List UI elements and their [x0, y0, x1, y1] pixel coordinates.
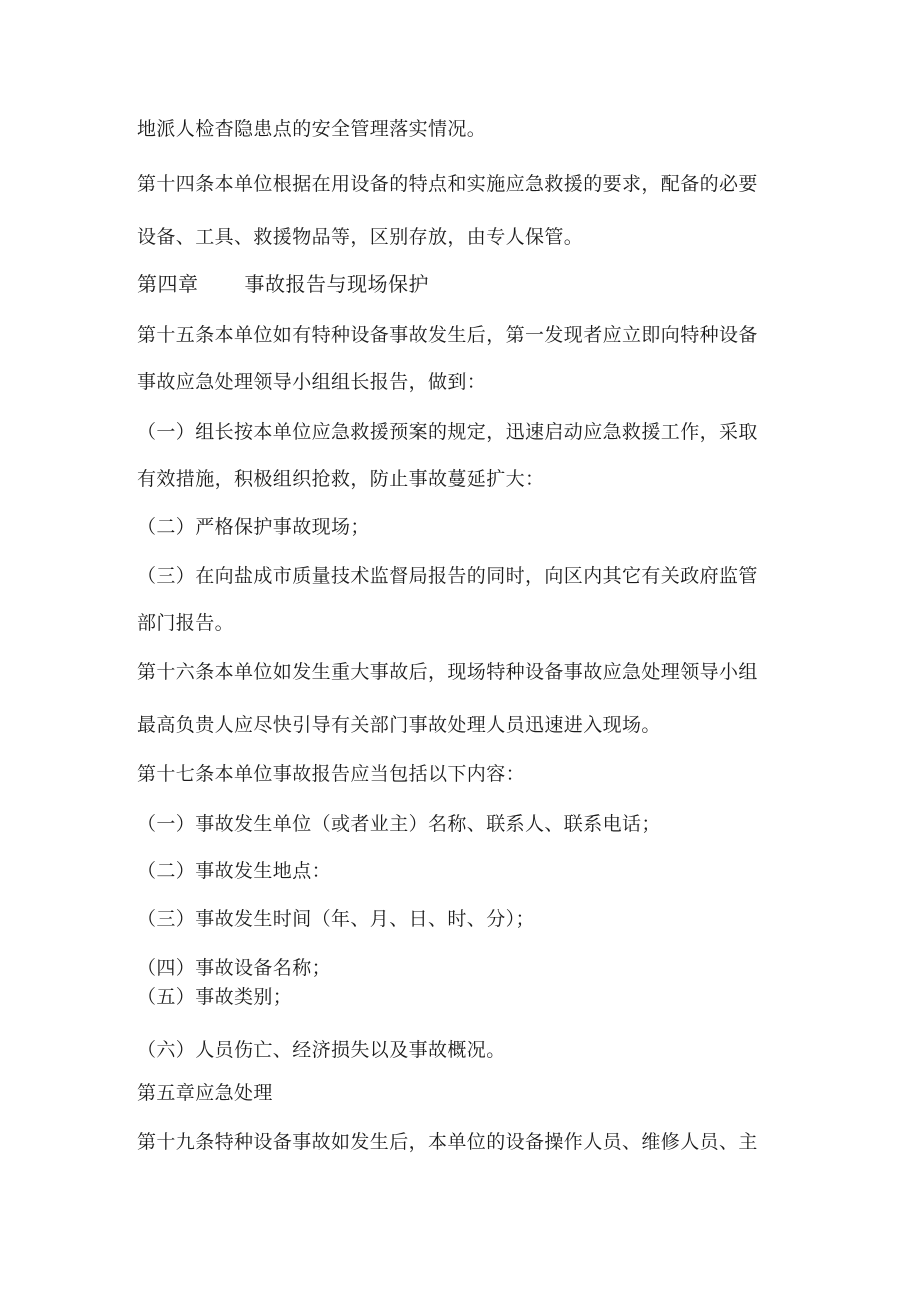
- article-15-item-3-line-2: 部门报告。: [137, 612, 235, 634]
- article-14-line-1: 第十四条本单位根据在用设备的特点和实施应急救援的要求，配备的必要: [137, 173, 758, 195]
- article-17-item-5: （五）事故类别；: [137, 986, 293, 1008]
- article-15-line-1: 第十五条本单位如有特种设备事故发生后，第一发现者应立即向特种设备: [137, 324, 758, 346]
- article-16-line-2: 最高负贵人应尽快引导有关部门事故处理人员迅速进入现场。: [137, 714, 661, 736]
- paragraph-line: 地派人检杳隐患点的安全管理落实情况。: [137, 118, 487, 140]
- article-17-item-6: （六）人员伤亡、经济损失以及事故概况。: [137, 1039, 506, 1061]
- article-17-item-1: （一）事故发生单位（或者业主）名称、联系人、联系电话；: [137, 813, 661, 835]
- article-14-line-2: 设备、工具、救援物品等，区别存放，由专人保管。: [137, 226, 584, 248]
- chapter-4-heading: [137, 272, 429, 296]
- chapter-5-heading: 第五章应急处理: [137, 1082, 273, 1104]
- article-17-item-2: （二）事故发生地点：: [137, 860, 332, 882]
- article-16-line-1: 第十六条本单位如发生重大事故后，现场特种设备事故应急处理领导小组: [137, 661, 758, 683]
- article-17-line: 第十七条本单位事故报告应当包括以下内容：: [137, 763, 526, 785]
- article-19-line-1: 第十九条特种设备事故如发生后，本单位的设备操作人员、维修人员、主: [137, 1131, 758, 1153]
- article-17-item-3: （三）事故发生时间（年、月、日、时、分）；: [137, 908, 535, 930]
- chapter-4-number: 第四章: [137, 272, 199, 296]
- chapter-4-title: 事故报告与现场保护: [244, 272, 429, 296]
- article-15-line-2: 事故应急处理领导小组组长报告，做到：: [137, 371, 487, 393]
- article-15-item-1-line-2: 有效措施，积极组织抢救，防止事故蔓延扩大：: [137, 468, 545, 490]
- article-17-item-4: （四）事故设备名称；: [137, 957, 332, 979]
- article-15-item-1-line-1: （一）组长按本单位应急救援预案的规定，迅速启动应急救援工作，采取: [137, 421, 758, 443]
- article-15-item-3-line-1: （三）在向盐成市质量技术监督局报告的同时，向区内其它有关政府监管: [137, 565, 758, 587]
- article-15-item-2: （二）严格保护事故现场；: [137, 516, 370, 538]
